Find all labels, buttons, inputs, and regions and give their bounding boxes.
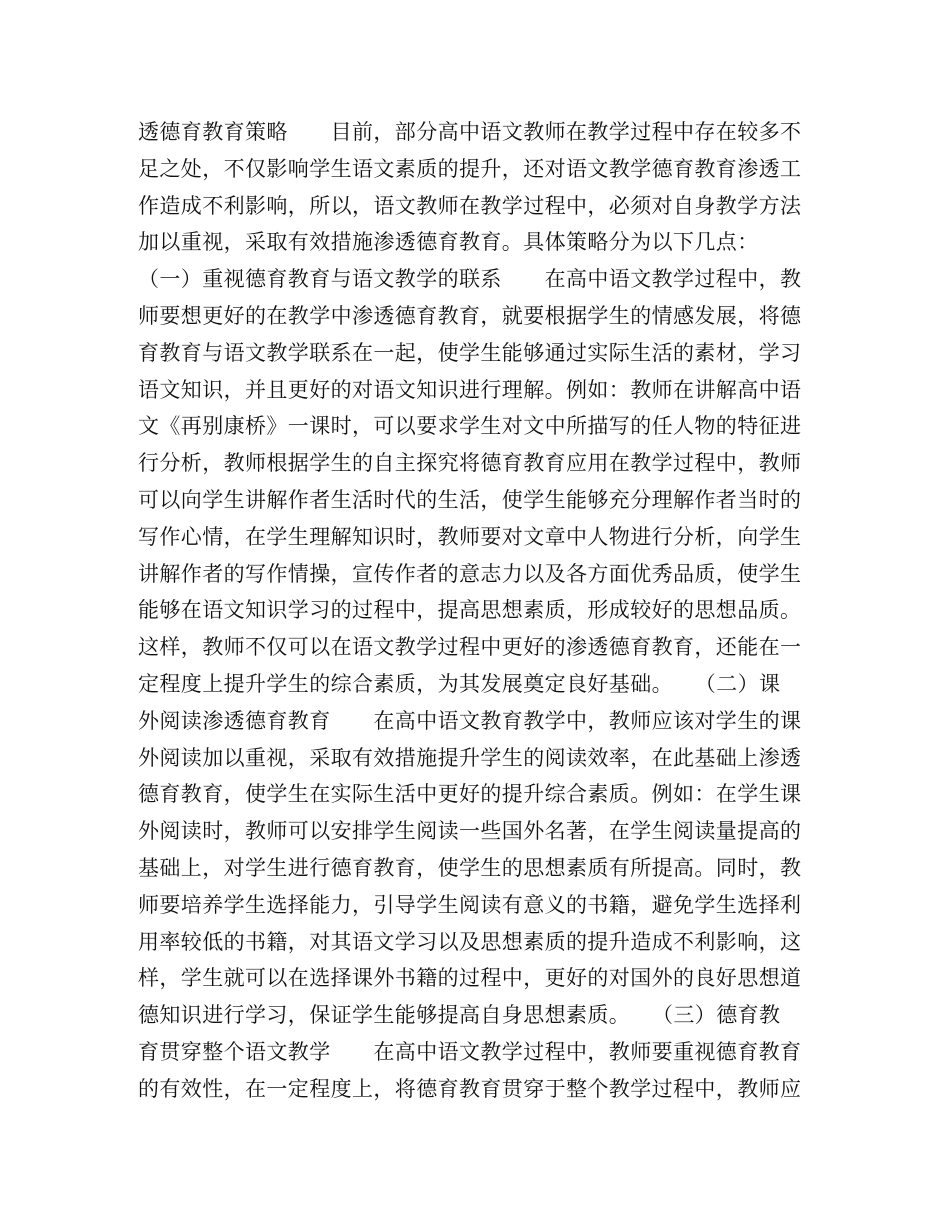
text-line: 透德育教育策略 目前，部分高中语文教师在教学过程中存在较多不: [138, 120, 802, 144]
text-line: 足之处，不仅影响学生语文素质的提升，还对语文教学德育教育渗透工: [138, 156, 802, 181]
text-line: 师要想更好的在教学中渗透德育教育，就要根据学生的情感发展，将德: [138, 303, 802, 328]
text-line: 能够在语文知识学习的过程中，提高思想素质，形成较好的思想品质。: [138, 598, 802, 623]
text-line: （一）重视德育教育与语文教学的联系 在高中语文教学过程中，教: [138, 267, 802, 292]
text-line: 德知识进行学习，保证学生能够提高自身思想素质。 （三）德育教: [138, 1003, 781, 1028]
text-line: 外阅读加以重视，采取有效措施提升学生的阅读效率，在此基础上渗透: [138, 745, 802, 770]
text-line: 写作心情，在学生理解知识时，教师要对文章中人物进行分析，向学生: [138, 524, 802, 549]
body-text: [138, 114, 818, 1108]
text-line: 育教育与语文教学联系在一起，使学生能够通过实际生活的素材，学习: [138, 340, 802, 365]
text-line: 可以向学生讲解作者生活时代的生活，使学生能够充分理解作者当时的: [138, 487, 802, 512]
text-line: 语文知识，并且更好的对语文知识进行理解。例如：教师在讲解高中语: [138, 377, 802, 402]
text-line: 育贯穿整个语文教学 在高中语文教学过程中，教师要重视德育教育: [138, 1039, 802, 1064]
text-line: 德育教育，使学生在实际生活中更好的提升综合素质。例如：在学生课: [138, 782, 802, 807]
text-line: 讲解作者的写作情操，宣传作者的意志力以及各方面优秀品质，使学生: [138, 561, 802, 586]
text-line: 定程度上提升学生的综合素质，为其发展奠定良好基础。 （二）课: [138, 671, 781, 696]
text-line: 外阅读渗透德育教育 在高中语文教育教学中，教师应该对学生的课: [138, 708, 802, 733]
text-line: 用率较低的书籍，对其语文学习以及思想素质的提升造成不利影响，这: [138, 929, 802, 954]
text-line: 师要培养学生选择能力，引导学生阅读有意义的书籍，避免学生选择利: [138, 892, 802, 917]
text-line: 基础上，对学生进行德育教育，使学生的思想素质有所提高。同时，教: [138, 855, 802, 880]
text-line: 加以重视，采取有效措施渗透德育教育。具体策略分为以下几点：: [138, 230, 759, 255]
text-line: 样，学生就可以在选择课外书籍的过程中，更好的对国外的良好思想道: [138, 966, 802, 991]
text-line: 外阅读时，教师可以安排学生阅读一些国外名著，在学生阅读量提高的: [138, 819, 802, 844]
text-line: 的有效性，在一定程度上，将德育教育贯穿于整个教学过程中，教师应: [138, 1076, 802, 1101]
text-line: 这样，教师不仅可以在语文教学过程中更好的渗透德育教育，还能在一: [138, 635, 802, 660]
text-line: 文《再别康桥》一课时，可以要求学生对文中所描写的任人物的特征进: [138, 414, 802, 439]
text-line: 作造成不利影响，所以，语文教师在教学过程中，必须对自身教学方法: [138, 193, 802, 218]
text-line: 行分析，教师根据学生的自主探究将德育教育应用在教学过程中，教师: [138, 451, 802, 476]
